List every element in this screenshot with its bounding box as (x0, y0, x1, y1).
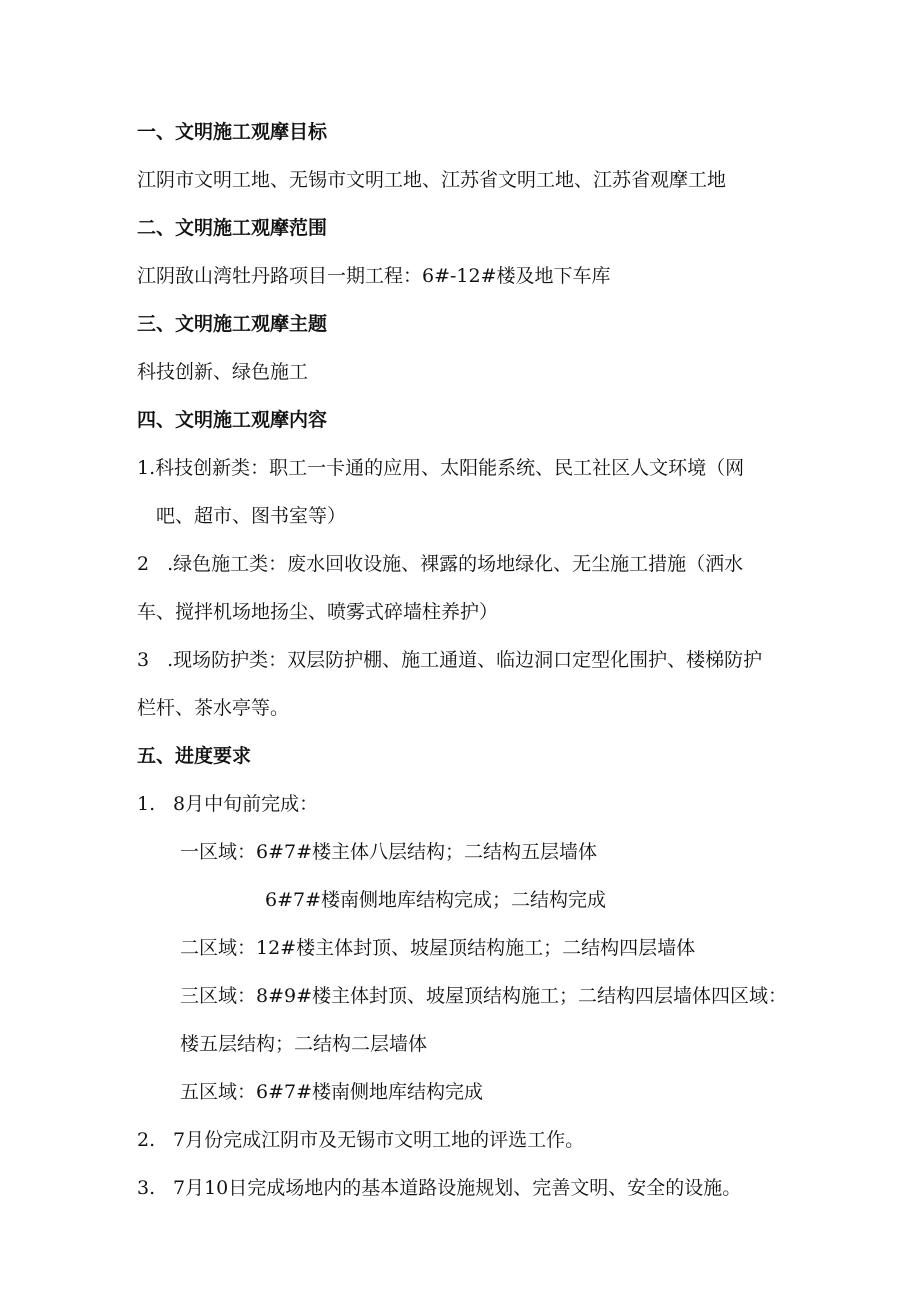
section-heading-5: 五、进度要求 (137, 745, 252, 767)
content-item-2-number: 2 (137, 553, 150, 575)
area-3: 三区域：8#9#楼主体封顶、坡屋顶结构施工；二结构四层墙体四区域： (180, 985, 788, 1007)
progress-item-3-number: 3. (137, 1177, 156, 1199)
section-body-1: 江阴市文明工地、无锡市文明工地、江苏省文明工地、江苏省观摩工地 (137, 169, 727, 191)
progress-item-1 (137, 792, 318, 816)
content-item-3-text: .现场防护类：双层防护棚、施工通道、临边洞口定型化围护、楼梯防护 (167, 649, 763, 671)
progress-item-2 (137, 1128, 584, 1152)
area-4: 楼五层结构；二结构二层墙体 (180, 1033, 428, 1055)
section-body-3: 科技创新、绿色施工 (137, 361, 309, 383)
progress-item-1-number: 1. (137, 793, 156, 815)
area-1-line-2: 6#7#楼南侧地库结构完成；二结构完成 (265, 889, 607, 911)
content-item-1-line-2: 吧、超市、图书室等） (156, 505, 347, 527)
content-item-3-number: 3 (137, 649, 150, 671)
progress-item-1-text: 8月中旬前完成： (173, 793, 319, 815)
section-body-2: 江阴敔山湾牡丹路项目一期工程：6#-12#楼及地下车库 (137, 265, 611, 287)
progress-item-3-text: 7月10日完成场地内的基本道路设施规划、完善文明、安全的设施。 (173, 1177, 742, 1199)
content-item-2-line-1 (137, 552, 743, 576)
content-item-1-line-1: 1.科技创新类：职工一卡通的应用、太阳能系统、民工社区人文环境（网 (137, 457, 745, 479)
content-item-3-line-1 (137, 648, 762, 672)
section-heading-4: 四、文明施工观摩内容 (137, 409, 328, 431)
progress-item-3 (137, 1176, 741, 1200)
area-2: 二区域：12#楼主体封顶、坡屋顶结构施工；二结构四层墙体 (180, 937, 696, 959)
area-5: 五区域：6#7#楼南侧地库结构完成 (180, 1081, 484, 1103)
area-1-line-1: 一区域：6#7#楼主体八层结构；二结构五层墙体 (180, 841, 598, 863)
section-heading-2: 二、文明施工观摩范围 (137, 217, 328, 239)
progress-item-2-text: 7月份完成江阴市及无锡市文明工地的评选工作。 (173, 1129, 585, 1151)
section-heading-3: 三、文明施工观摩主题 (137, 313, 328, 335)
progress-item-2-number: 2. (137, 1129, 156, 1151)
content-item-2-text: .绿色施工类：废水回收设施、裸露的场地绿化、无尘施工措施（洒水 (167, 553, 744, 575)
section-heading-1: 一、文明施工观摩目标 (137, 121, 328, 143)
content-item-3-line-2: 栏杆、茶水亭等。 (137, 697, 290, 719)
content-item-2-line-2: 车、搅拌机场地扬尘、喷雾式碎墙柱养护） (137, 601, 499, 623)
